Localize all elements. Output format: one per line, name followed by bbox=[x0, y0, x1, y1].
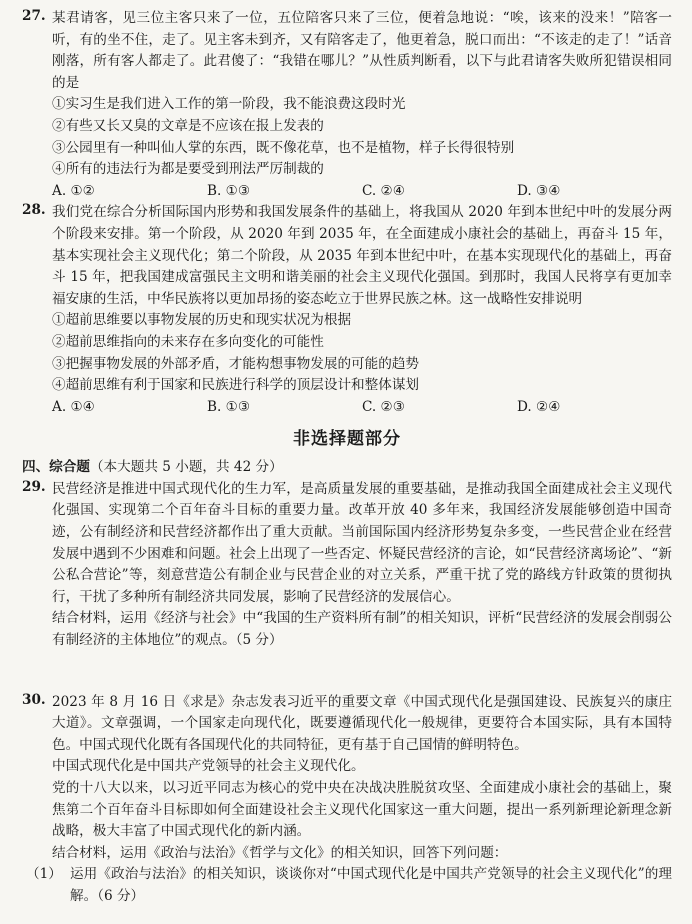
statement-item: ③把握事物发展的外部矛盾，才能构想事物发展的可能的趋势 bbox=[52, 355, 420, 372]
question-number: 27. bbox=[22, 8, 46, 24]
sub-question-text: 运用《政治与法治》的相关知识，谈谈你对“中国式现代化是中国共产党领导的社会主义现代化”的理解。（6 分） bbox=[70, 866, 672, 904]
option-a: A. ①② bbox=[52, 182, 95, 199]
question-29 bbox=[22, 479, 672, 652]
option-d: D. ②④ bbox=[517, 398, 561, 415]
question-material: 2023 年 8 月 16 日《求是》杂志发表习近平的重要文章《中国式现代化是强国建设、民族复兴的康庄大道》。文章强调，一个国家走向现代化，既要遵循现代化一般规律，更要符合本国实际，具有本国特色。中国式现代化既有各国现代化的共同特征，更有基于自己国情的鲜明特色。 bbox=[52, 693, 672, 753]
option-c: C. ②④ bbox=[362, 182, 405, 199]
part-heading bbox=[22, 457, 672, 479]
question-30 bbox=[22, 692, 672, 908]
part-heading-note: （本大题共 5 小题，共 42 分） bbox=[89, 459, 283, 476]
material-paragraph: 党的十八大以来，以习近平同志为核心的党中央在决战决胜脱贫攻坚、全面建成小康社会的基础上，聚焦第二个百年奋斗目标即如何全面建设社会主义现代化国家这一重大问题，提出一系列新理论新理念新战略，极大丰富了中国式现代化的新内涵。 bbox=[52, 780, 672, 840]
question-number: 30. bbox=[22, 691, 46, 708]
statement-item: ④超前思维有利于国家和民族进行科学的顶层设计和整体谋划 bbox=[52, 377, 420, 394]
statement-item: ③公园里有一种叫仙人掌的东西，既不像花草，也不是植物，样子长得很特别 bbox=[52, 139, 515, 156]
statement-item: ①超前思维要以事物发展的历史和现实状况为根据 bbox=[52, 312, 352, 329]
answer-options bbox=[22, 397, 672, 419]
statement-item: ④所有的违法行为都是要受到刑法严厉制裁的 bbox=[52, 161, 324, 178]
question-material: 民营经济是推进中国式现代化的生力军，是高质量发展的重要基础，是推动我国全面建成社会主义现代化强国、实现第二个百年奋斗目标的重要力量。改革开放 40 多年来，我国经济发展能够创造中国奇迹，公有制经济和民营经济都作出了重大贡献。当前国际国内经济形势复杂多变，一些民营企业在经营发展中遇到不少困难和问题。社会上出现了一些否定、怀疑民营经济的言论，如“民营经济离场论”、“新公私合营论”等，刻意营造公有制企业与民营企业的对立关系，严重干扰了党的路线方针政策的贯彻执行，干扰了多种所有制经济共同发展，影响了民营经济的发展信心。 bbox=[52, 480, 672, 605]
question-instruction: 结合材料，运用《政治与法治》《哲学与文化》的相关知识，回答下列问题： bbox=[52, 844, 508, 861]
material-paragraph: 中国式现代化是中国共产党领导的社会主义现代化。 bbox=[52, 758, 365, 775]
option-b: B. ①③ bbox=[207, 182, 251, 199]
part-heading-label: 四、综合题 bbox=[22, 459, 90, 476]
question-28 bbox=[22, 202, 672, 418]
statement-item: ②超前思维指向的未来存在多向变化的可能性 bbox=[52, 333, 324, 350]
statement-item: ①实习生是我们进入工作的第一阶段，我不能浪费这段时光 bbox=[52, 96, 406, 113]
section-title: 非选择题部分 bbox=[293, 429, 401, 450]
question-number: 28. bbox=[22, 202, 46, 219]
option-c: C. ②③ bbox=[362, 398, 405, 415]
answer-space bbox=[22, 652, 672, 692]
statement-item: ②有些又长又臭的文章是不应该在报上发表的 bbox=[52, 117, 324, 134]
option-a: A. ①④ bbox=[52, 398, 95, 415]
question-stem: 我们党在综合分析国际国内形势和我国发展条件的基础上，将我国从 2020 年到本世纪中叶的发展分两个阶段来安排。第一个阶段，从 2020 年到 2035 年，在全面建成小康社会的基础上，再奋斗 15 年，基本实现社会主义现代化；第二个阶段，从 2035 年到本世纪中叶，在基本实现现代化的基础上，再奋斗 15 年，把我国建成富强民主文明和谐美丽的社会主义现代化强国。到那时，我国人民将享有更加幸福安康的生活，中华民族将以更加昂扬的姿态屹立于世界民族之林。这一战略性安排说明 bbox=[52, 204, 672, 307]
answer-options bbox=[22, 181, 672, 203]
question-task: 结合材料，运用《经济与社会》中“我国的生产资料所有制”的相关知识，评析“民营经济的发展会削弱公有制经济的主体地位”的观点。（5 分） bbox=[52, 610, 672, 649]
question-number: 29. bbox=[22, 478, 46, 495]
question-stem: 某君请客，见三位主客只来了一位，五位陪客只来了三位，便着急地说：“唉，该来的没来！”陪客一听，有的坐不住，走了。见主客未到齐，又有陪客走了，他更着急，脱口而出：“不该走的走了！”话音刚落，所有客人都走了。此君傻了：“我错在哪儿？”从性质判断看，以下与此君请客失败所犯错误相同的是 bbox=[52, 10, 672, 91]
option-b: B. ①③ bbox=[207, 398, 251, 415]
sub-question-number: （1） bbox=[26, 866, 62, 883]
question-27 bbox=[22, 8, 672, 202]
option-d: D. ③④ bbox=[517, 182, 561, 199]
sub-question-1 bbox=[22, 864, 672, 907]
